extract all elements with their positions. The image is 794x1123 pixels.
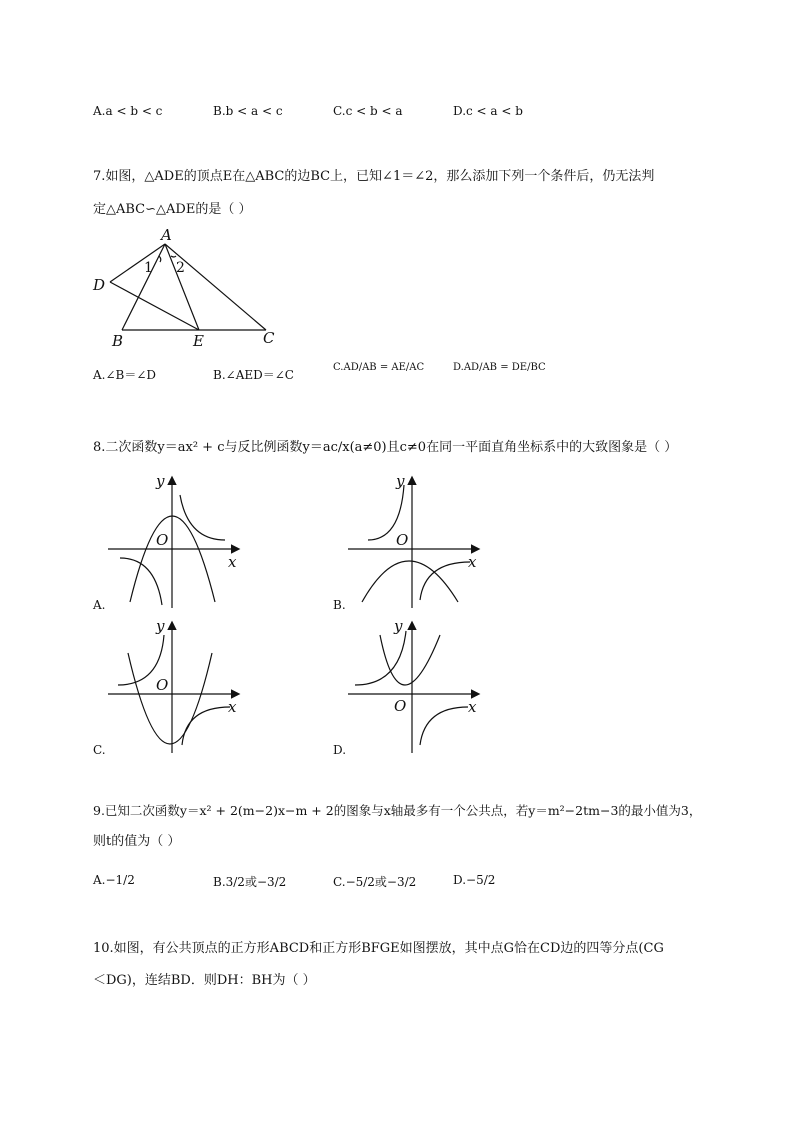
y-label: y <box>156 472 165 490</box>
parabola <box>128 653 212 744</box>
x-label: x <box>228 698 237 716</box>
q8-label-b: B. <box>333 598 346 612</box>
y-label: y <box>156 617 165 635</box>
seg-ab <box>122 244 165 330</box>
q8-graph-a <box>100 470 250 610</box>
seg-de <box>110 282 199 330</box>
q8-stem: 8.二次函数y＝ax² + c与反比例函数y＝ac/x(a≠0)且c≠0在同一平面直角坐标系中的大致图象是（ ） <box>93 440 678 455</box>
q8-graph-d <box>340 615 490 755</box>
angle2-arc <box>171 256 176 257</box>
q6-option-a: A.a < b < c <box>93 104 163 118</box>
label-angle2: 2 <box>176 260 185 276</box>
x-label: x <box>228 553 237 571</box>
label-e: E <box>193 332 204 350</box>
q9-option-a: A.−1/2 <box>93 873 135 887</box>
seg-ae <box>165 244 199 330</box>
label-a: A <box>161 226 172 244</box>
q7-triangle-figure <box>88 224 288 350</box>
label-d: D <box>93 276 106 294</box>
hyperbola-branch-left <box>120 558 162 605</box>
q8-label-a: A. <box>93 598 106 612</box>
y-label: y <box>396 472 405 490</box>
origin-label: O <box>396 531 409 549</box>
q10-stem-line2: ＜DG)，连结BD．则DH：BH为（ ） <box>93 973 316 988</box>
label-angle1: 1 <box>144 260 153 276</box>
q8-label-c: C. <box>93 743 106 757</box>
q10-stem-line1: 10.如图，有公共顶点的正方形ABCD和正方形BFGE如图摆放，其中点G恰在CD边的四等分点(CG <box>93 941 664 956</box>
hyperbola-branch-right <box>420 707 468 745</box>
label-b: B <box>112 332 124 350</box>
q7-option-a: A.∠B＝∠D <box>93 368 157 382</box>
hyperbola-branch-right <box>180 495 225 540</box>
q6-option-d: D.c < a < b <box>453 104 523 118</box>
angle1-arc <box>159 256 161 262</box>
q9-option-b: B.3/2或−3/2 <box>213 875 287 889</box>
q7-option-d: D.AD/AB = DE/BC <box>453 362 546 373</box>
origin-label: O <box>156 676 169 694</box>
y-label: y <box>394 617 403 635</box>
origin-label: O <box>156 531 169 549</box>
q9-stem-line2: 则t的值为（ ） <box>93 834 181 849</box>
q7-stem-line2: 定△ABC∽△ADE的是（ ） <box>93 202 252 217</box>
q8-graph-b <box>340 470 490 610</box>
q9-option-c: C.−5/2或−3/2 <box>333 875 417 889</box>
q7-stem-line1: 7.如图，△ADE的顶点E在△ABC的边BC上，已知∠1＝∠2，那么添加下列一个条件后，仍无法判 <box>93 169 655 184</box>
q7-option-b: B.∠AED＝∠C <box>213 368 294 382</box>
q8-label-d: D. <box>333 743 347 757</box>
seg-ac <box>165 244 266 330</box>
q6-option-c: C.c < b < a <box>333 104 403 118</box>
q9-stem-line1: 9.已知二次函数y＝x² + 2(m−2)x−m + 2的图象与x轴最多有一个公共点，若y＝m²−2tm−3的最小值为3， <box>93 803 702 818</box>
parabola <box>380 635 440 685</box>
x-label: x <box>468 698 477 716</box>
q6-option-b: B.b < a < c <box>213 104 283 118</box>
origin-label: O <box>394 697 407 715</box>
seg-ad <box>110 244 165 282</box>
q9-option-d: D.−5/2 <box>453 873 496 887</box>
q7-option-c: C.AD/AB = AE/AC <box>333 362 425 373</box>
label-c: C <box>263 329 275 347</box>
x-label: x <box>468 553 477 571</box>
q8-graph-c <box>100 615 250 755</box>
